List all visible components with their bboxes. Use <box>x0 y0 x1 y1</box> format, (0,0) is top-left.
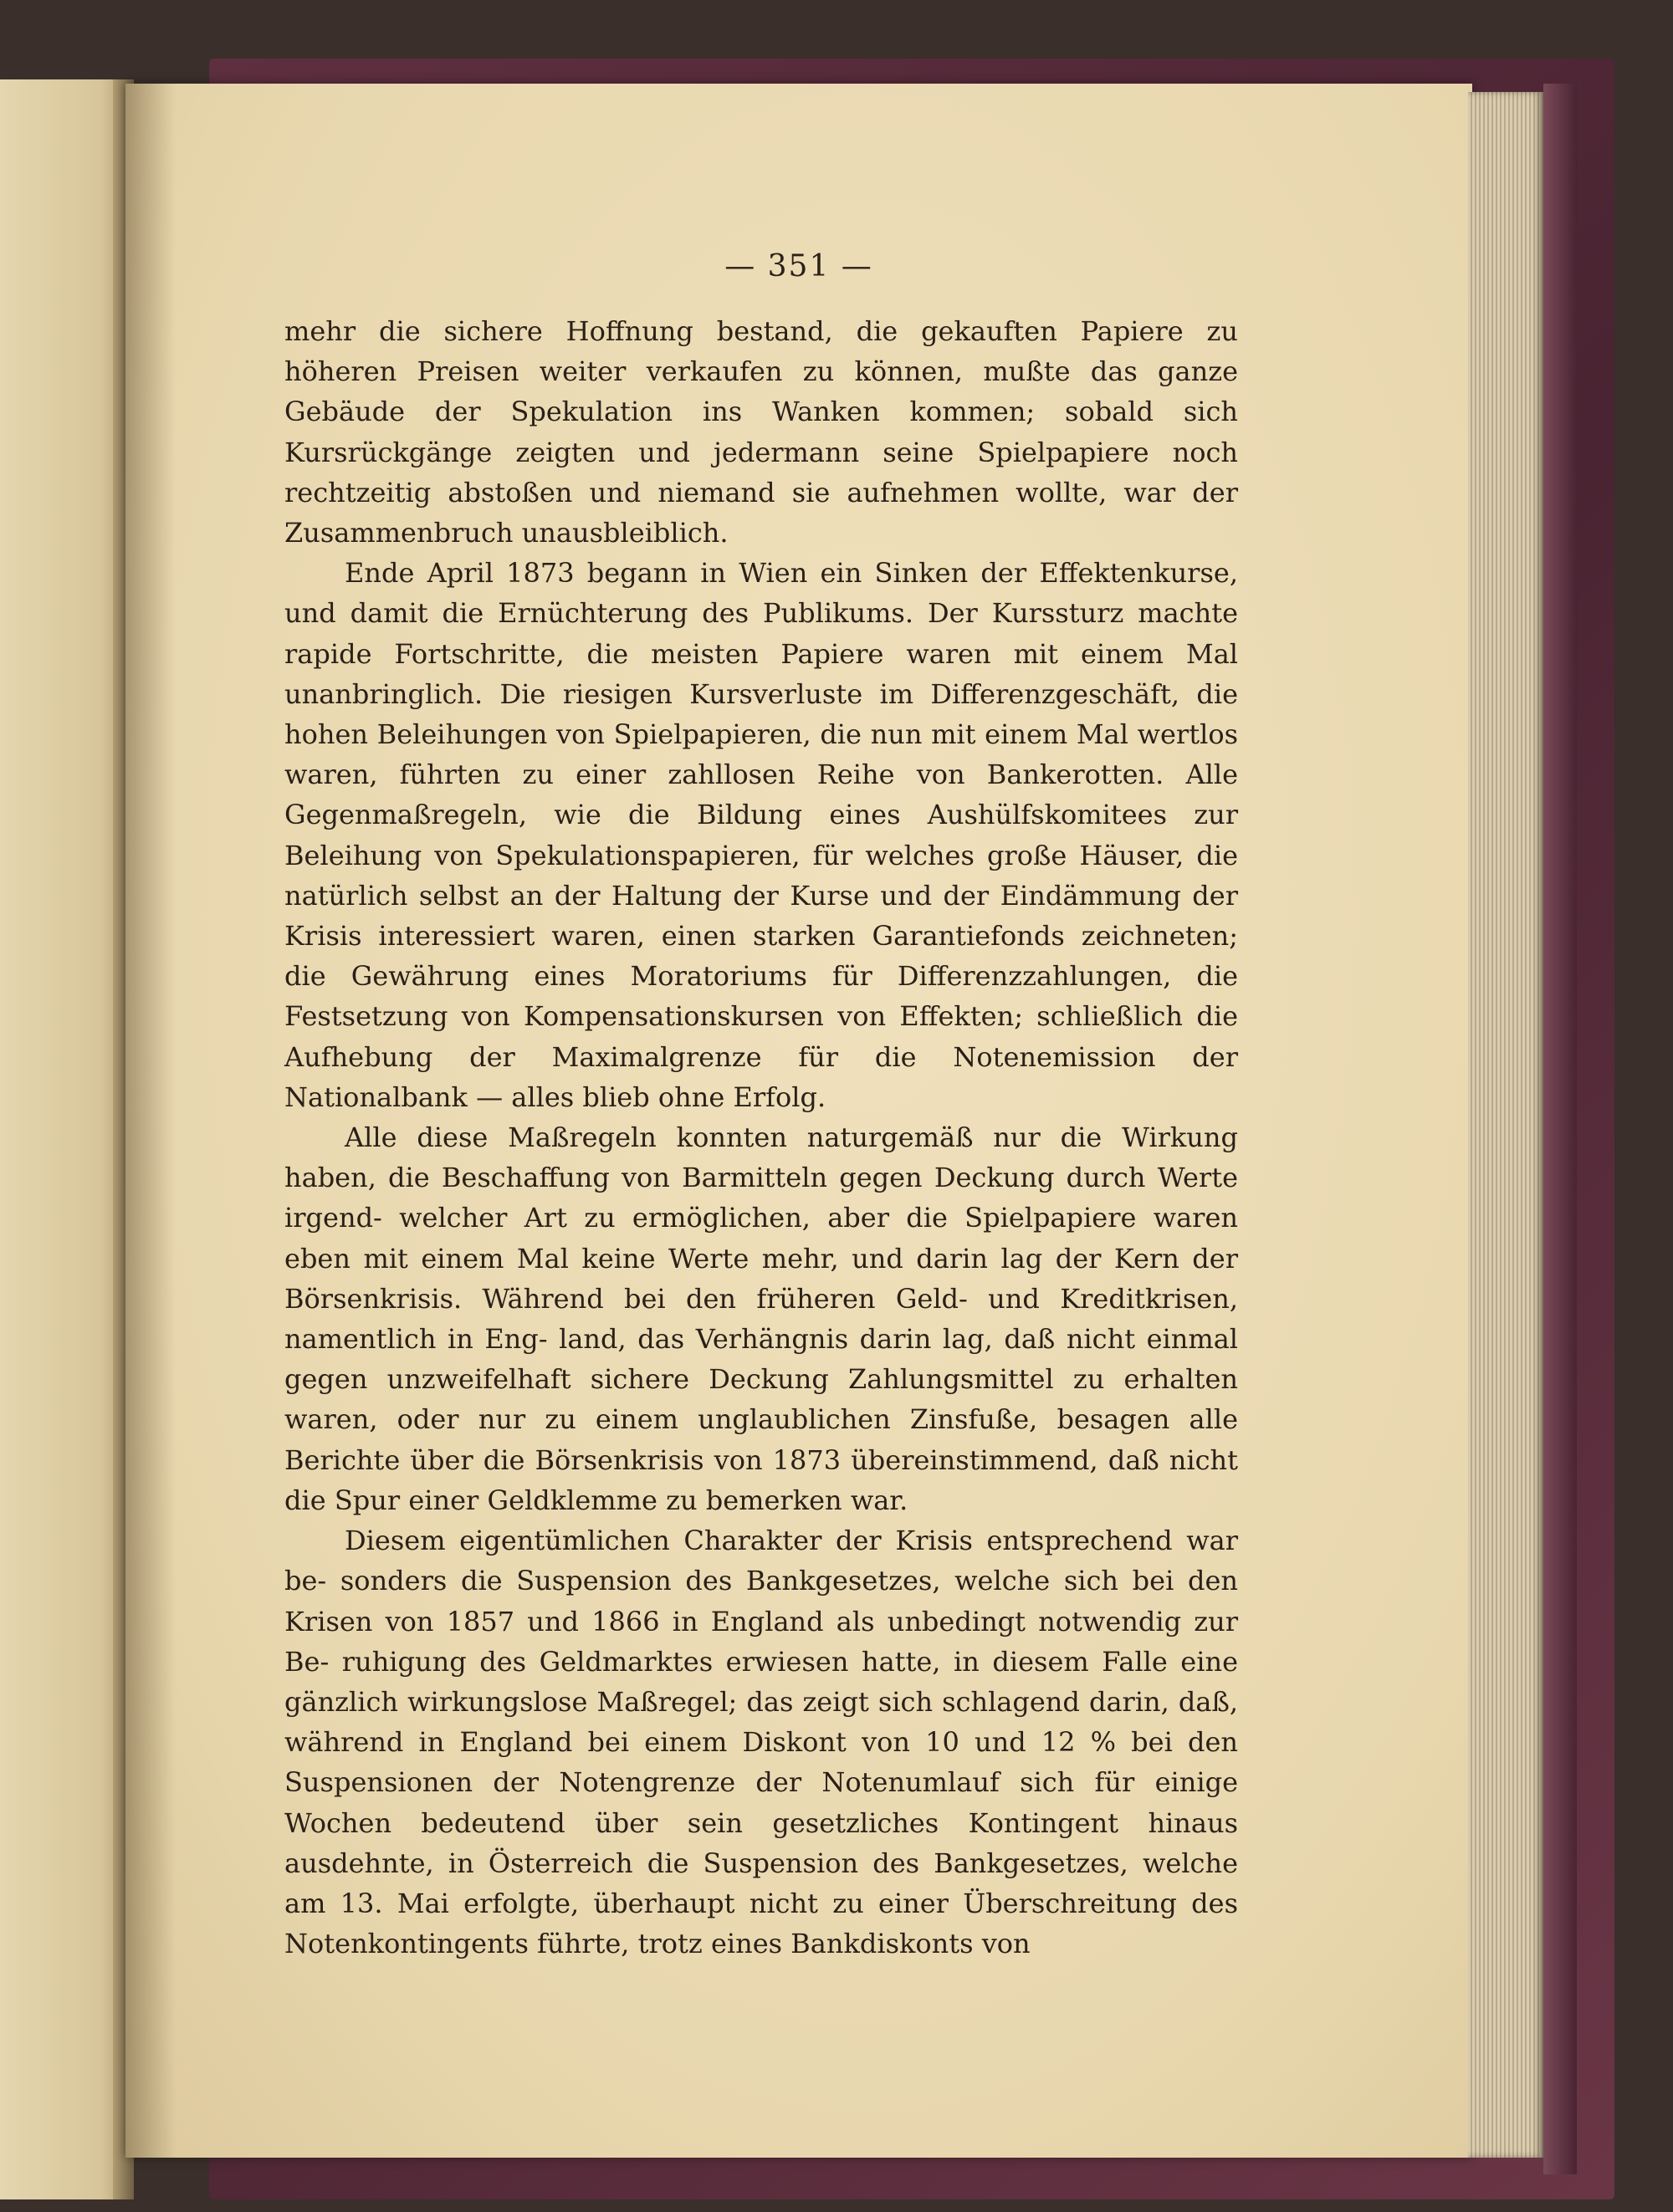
page-stack <box>1468 92 1543 2158</box>
paragraph: Diesem eigentümlichen Charakter der Krisis entsprechend war be- sonders die Suspension des Bankgesetzes, welche sich bei den Krisen von 1857 und 1866 in England als unbedingt notwendig zur Be- ruhigung des Geldmarktes erwiesen hatte, in diesem Falle eine gänzlich wirkungslose Maßregel; das zeigt sich schlagend darin, daß, während in England bei einem Diskont von 10 und 12 % bei den Suspensionen der Notengrenze der Notenumlauf sich für einige Wochen bedeutend über sein gesetzliches Kontingent hinaus ausdehnte, in Österreich die Suspension des Bankgesetzes, welche am 13. Mai erfolgte, überhaupt nicht zu einer Überschreitung des Notenkontingents führte, trotz eines Bankdiskonts von <box>284 1525 1238 1960</box>
page-body <box>284 311 1238 1964</box>
paragraph: Alle diese Maßregeln konnten naturgemäß nur die Wirkung haben, die Beschaffung von Barmitteln gegen Deckung durch Werte irgend- welcher Art zu ermöglichen, aber die Spielpapiere waren eben mit einem Mal keine Werte mehr, und darin lag der Kern der Börsenkrisis. Während bei den früheren Geld- und Kreditkrisen, namentlich in Eng- land, das Verhängnis darin lag, daß nicht einmal gegen unzweifelhaft sichere Deckung Zahlungsmittel zu erhalten waren, oder nur zu einem unglaublichen Zinsfuße, besagen alle Berichte über die Börsenkrisis von 1873 übereinstimmend, daß nicht die Spur einer Geldklemme zu bemerken war. <box>284 1121 1238 1516</box>
paragraph: Ende April 1873 begann in Wien ein Sinken der Effektenkurse, und damit die Ernüchterung des Publikums. Der Kurssturz machte rapide Fortschritte, die meisten Papiere waren mit einem Mal unanbringlich. Die riesigen Kursverluste im Differenzgeschäft, die hohen Beleihungen von Spielpapieren, die nun mit einem Mal wertlos waren, führten zu einer zahllosen Reihe von Bankerotten. Alle Gegenmaßregeln, wie die Bildung eines Aushülfskomitees zur Beleihung von Spekulationspapieren, für welches große Häuser, die natürlich selbst an der Haltung der Kurse und der Eindämmung der Krisis interessiert waren, einen starken Garantiefonds zeichneten; die Gewährung eines Moratoriums für Differenzzahlungen, die Festsetzung von Kompensationskursen von Effekten; schließlich die Aufhebung der Maximalgrenze für die Notenemission der Nationalbank — alles blieb ohne Erfolg. <box>284 557 1238 1113</box>
page-number: — 351 — <box>724 249 873 284</box>
left-page <box>0 79 125 2199</box>
paragraph: mehr die sichere Hoffnung bestand, die gekauften Papiere zu höheren Preisen weiter verkaufen zu können, mußte das ganze Gebäude der Spekulation ins Wanken kommen; sobald sich Kursrückgänge zeigten und jedermann seine Spielpapiere noch rechtzeitig abstoßen und niemand sie aufnehmen wollte, war der Zusammenbruch unausbleiblich. <box>284 315 1238 549</box>
cover-edge <box>1543 84 1577 2174</box>
gutter-shadow <box>125 84 176 2158</box>
